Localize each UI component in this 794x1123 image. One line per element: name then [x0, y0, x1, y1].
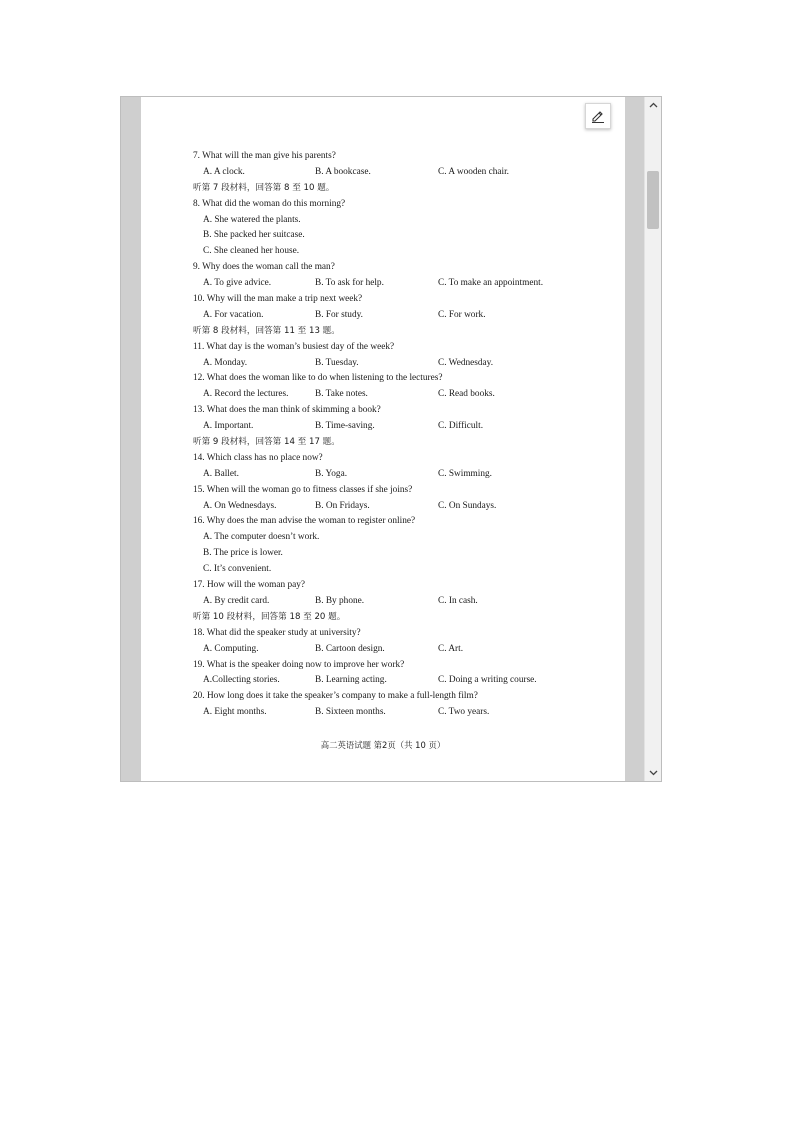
- answer-option-b: B. Yoga.: [315, 468, 348, 479]
- answer-option-b: B. Tuesday.: [315, 357, 359, 368]
- scroll-down-button[interactable]: [645, 765, 661, 781]
- answer-option: C. It’s convenient.: [203, 564, 272, 575]
- answer-option-c: C. Art.: [438, 643, 464, 654]
- chevron-down-icon: [649, 770, 658, 776]
- question-text: 19. What is the speaker doing now to improve her work?: [193, 659, 405, 670]
- answer-options-row: [193, 673, 613, 689]
- question-text: 10. Why will the man make a trip next week?: [193, 294, 363, 305]
- answer-option-c: C. Swimming.: [438, 468, 492, 479]
- answer-options-row: [193, 594, 613, 610]
- question-text: 17. How will the woman pay?: [193, 580, 306, 591]
- question-text: 9. Why does the woman call the man?: [193, 262, 335, 273]
- question-text: 7. What will the man give his parents?: [193, 151, 336, 161]
- question-text: 13. What does the man think of skimming a book?: [193, 405, 381, 416]
- vertical-scrollbar[interactable]: [644, 97, 661, 781]
- document-page: [141, 97, 625, 781]
- answer-options-row: [193, 276, 613, 292]
- answer-options-row: [193, 642, 613, 658]
- answer-options-row: [193, 356, 613, 372]
- question-text: 18. What did the speaker study at university?: [193, 627, 361, 638]
- question-text: 12. What does the woman like to do when listening to the lectures?: [193, 373, 443, 384]
- answer-option-c: C. In cash.: [438, 595, 478, 606]
- page-footer: 高二英语试题 第2页（共 10 页）: [320, 740, 446, 750]
- answer-option: A. She watered the plants.: [203, 214, 301, 225]
- answer-options-row: [193, 308, 613, 324]
- section-instruction: 听第 7 段材料，回答第 8 至 10 题。: [193, 182, 335, 193]
- answer-option-b: B. By phone.: [315, 595, 365, 606]
- answer-option-a: A. Eight months.: [203, 707, 267, 718]
- question-text: 15. When will the woman go to fitness classes if she joins?: [193, 484, 413, 495]
- answer-option-a: A. Computing.: [203, 643, 259, 654]
- answer-option: A. The computer doesn’t work.: [203, 532, 320, 543]
- answer-option: B. She packed her suitcase.: [203, 230, 305, 241]
- answer-option-b: B. On Fridays.: [315, 500, 370, 511]
- answer-option-c: C. Difficult.: [438, 421, 484, 432]
- answer-option-c: C. For work.: [438, 309, 486, 320]
- section-instruction: 听第 9 段材料，回答第 14 至 17 题。: [193, 437, 340, 448]
- answer-option-a: A. Record the lectures.: [203, 389, 289, 400]
- answer-option-c: C. Read books.: [438, 389, 495, 400]
- answer-option-c: C. Two years.: [438, 707, 490, 718]
- answer-option-a: A. For vacation.: [203, 309, 264, 320]
- answer-option-c: C. On Sundays.: [438, 500, 497, 511]
- answer-option-b: B. Time-saving.: [315, 421, 375, 432]
- answer-option: B. The price is lower.: [203, 548, 283, 559]
- scroll-thumb[interactable]: [647, 171, 659, 229]
- scroll-up-button[interactable]: [645, 97, 661, 113]
- answer-option-b: B. For study.: [315, 309, 363, 320]
- edit-button[interactable]: [585, 103, 611, 129]
- document-viewer: [120, 96, 662, 782]
- answer-option-b: B. To ask for help.: [315, 278, 384, 289]
- question-text: 20. How long does it take the speaker’s company to make a full-length film?: [193, 691, 478, 702]
- answer-option-a: A. By credit card.: [203, 595, 270, 606]
- answer-option-a: A. To give advice.: [203, 278, 272, 289]
- answer-options-row: [193, 467, 613, 483]
- question-text: 11. What day is the woman’s busiest day of the week?: [193, 341, 395, 352]
- answer-option-c: C. To make an appointment.: [438, 278, 544, 289]
- question-text: 8. What did the woman do this morning?: [193, 198, 346, 209]
- answer-options-row: [193, 165, 613, 181]
- chevron-up-icon: [649, 102, 658, 108]
- answer-options-row: [193, 387, 613, 403]
- answer-option-b: B. Take notes.: [315, 389, 368, 400]
- answer-option: C. She cleaned her house.: [203, 246, 300, 257]
- answer-option-a: A. Monday.: [203, 357, 248, 368]
- answer-option-a: A. On Wednesdays.: [203, 500, 277, 511]
- answer-option-a: A. A clock.: [203, 166, 245, 177]
- answer-option-b: B. Sixteen months.: [315, 707, 386, 718]
- answer-option-c: C. Doing a writing course.: [438, 675, 537, 686]
- answer-option-b: B. A bookcase.: [315, 166, 371, 177]
- answer-option-c: C. Wednesday.: [438, 357, 494, 368]
- section-instruction: 听第 8 段材料，回答第 11 至 13 题。: [193, 325, 340, 336]
- question-list: [193, 149, 613, 721]
- section-instruction: 听第 10 段材料，回答第 18 至 20 题。: [193, 611, 346, 622]
- answer-option-a: A. Important.: [203, 421, 254, 432]
- answer-options-row: [193, 499, 613, 515]
- question-text: 16. Why does the man advise the woman to register online?: [193, 516, 416, 527]
- answer-option-c: C. A wooden chair.: [438, 166, 510, 177]
- answer-options-row: [193, 705, 613, 721]
- pencil-edit-icon: [590, 108, 606, 124]
- answer-options-row: [193, 419, 613, 435]
- question-text: 14. Which class has no place now?: [193, 452, 323, 463]
- answer-option-b: B. Learning acting.: [315, 675, 387, 686]
- answer-option-a: A.Collecting stories.: [203, 675, 280, 686]
- answer-option-a: A. Ballet.: [203, 468, 239, 479]
- answer-option-b: B. Cartoon design.: [315, 643, 385, 654]
